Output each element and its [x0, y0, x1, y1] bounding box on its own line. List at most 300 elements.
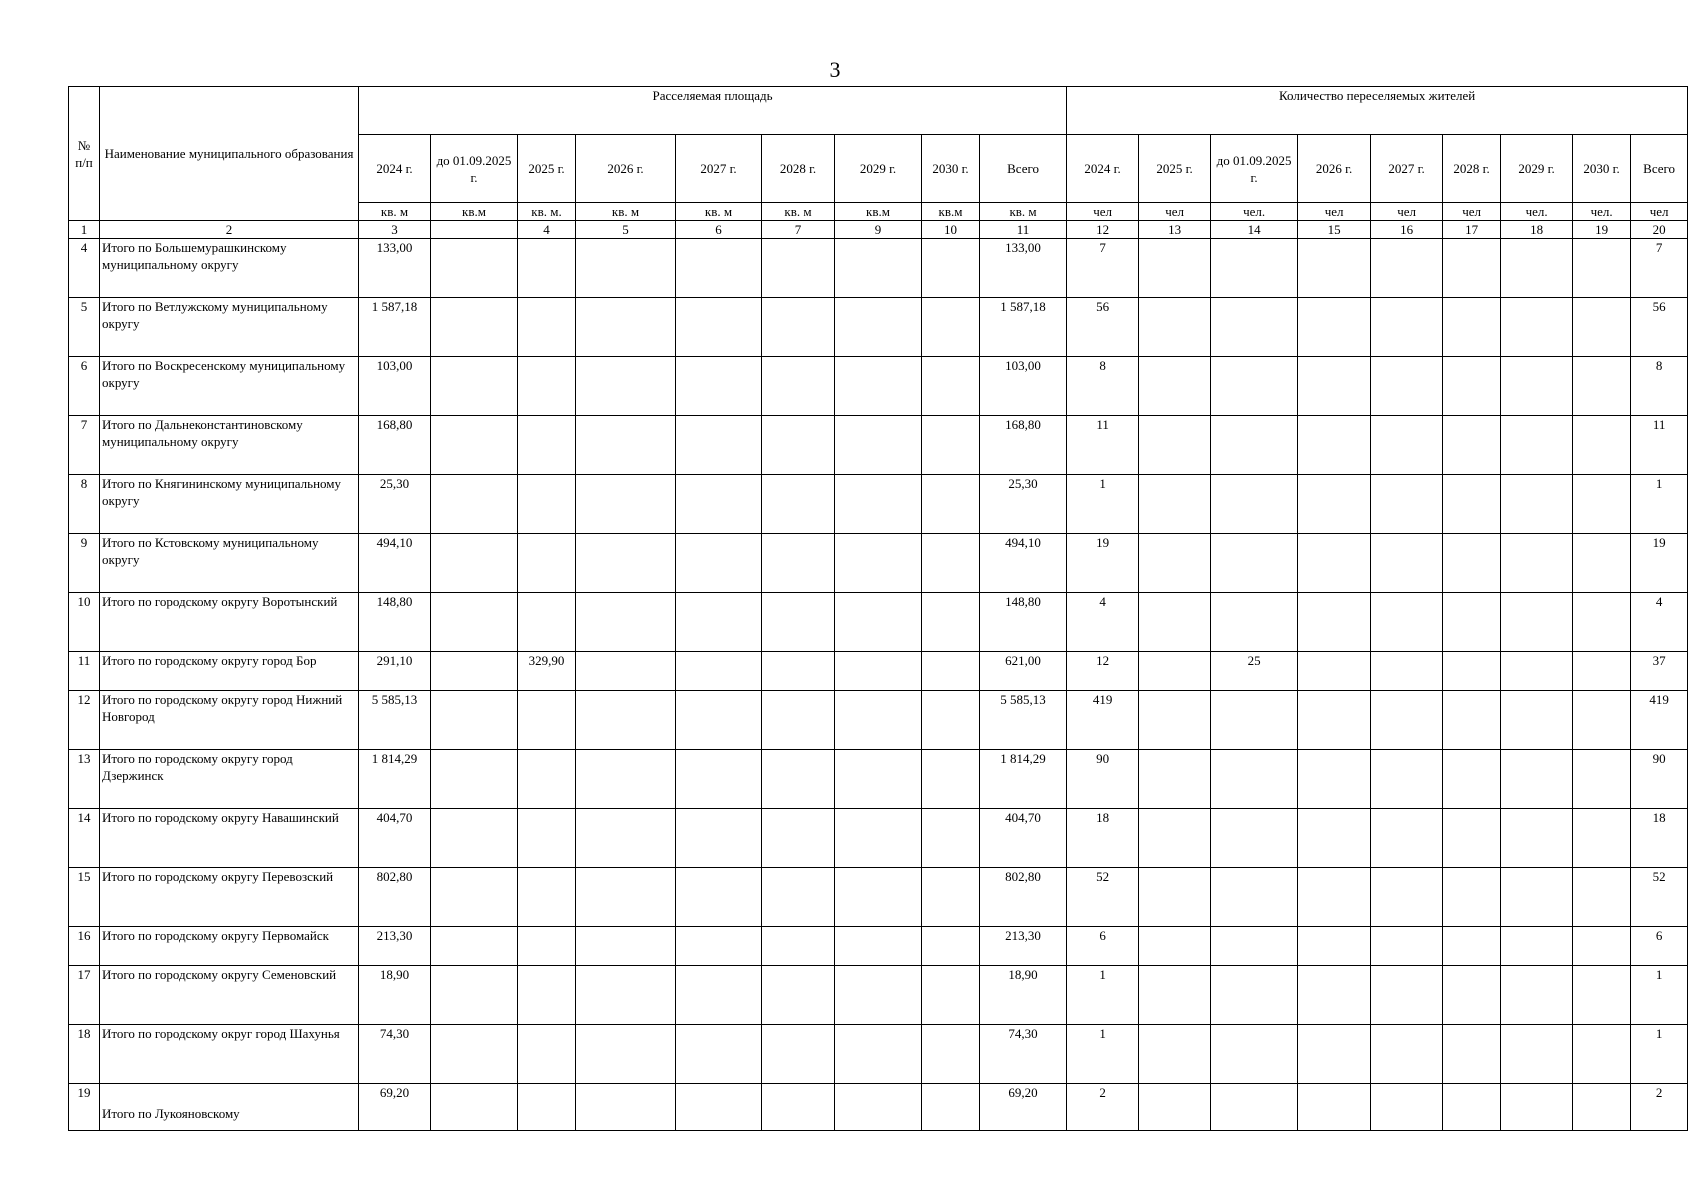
row-number: 7: [69, 416, 100, 475]
area-2028: [762, 652, 835, 691]
area-2029: [835, 966, 922, 1025]
people-2030: [1573, 750, 1631, 809]
people-2025: [1139, 868, 1211, 927]
people-2027: [1371, 357, 1443, 416]
people-2027: [1371, 691, 1443, 750]
people-2030: [1573, 652, 1631, 691]
area-total: 1 814,29: [980, 750, 1067, 809]
area-year-header: 2028 г.: [762, 135, 835, 203]
people-2027: [1371, 1025, 1443, 1084]
people-2026: [1298, 239, 1371, 298]
area-2026: [576, 593, 676, 652]
people-year-header: 2024 г.: [1067, 135, 1139, 203]
area-2028: [762, 809, 835, 868]
people-before-2025-09: [1211, 239, 1298, 298]
area-unit-label: кв. м.: [518, 203, 576, 221]
people-2026: [1298, 357, 1371, 416]
area-before-2025-09: [431, 927, 518, 966]
area-2024: 25,30: [359, 475, 431, 534]
area-2026: [576, 239, 676, 298]
people-2024: 18: [1067, 809, 1139, 868]
area-2026: [576, 357, 676, 416]
area-2027: [676, 691, 762, 750]
people-before-2025-09: [1211, 1025, 1298, 1084]
people-2024: 56: [1067, 298, 1139, 357]
municipality-name: Итого по городскому округу Воротынский: [100, 593, 359, 652]
area-2030: [922, 691, 980, 750]
area-2030: [922, 534, 980, 593]
area-total: 1 587,18: [980, 298, 1067, 357]
people-2026: [1298, 534, 1371, 593]
area-before-2025-09: [431, 652, 518, 691]
people-2029: [1501, 750, 1573, 809]
people-2027: [1371, 475, 1443, 534]
page-number: 3: [829, 57, 841, 82]
people-year-header: 2025 г.: [1139, 135, 1211, 203]
row-number: 18: [69, 1025, 100, 1084]
people-2024: 52: [1067, 868, 1139, 927]
area-2026: [576, 966, 676, 1025]
people-2025: [1139, 750, 1211, 809]
people-2028: [1443, 750, 1501, 809]
people-2025: [1139, 1084, 1211, 1131]
people-2028: [1443, 1084, 1501, 1131]
group-header-people: Количество переселяемых жителей: [1067, 87, 1688, 135]
municipality-name: Итого по Кстовскому муниципальному округу: [100, 534, 359, 593]
area-before-2025-09: [431, 1084, 518, 1131]
people-total: 419: [1631, 691, 1688, 750]
people-total: 56: [1631, 298, 1688, 357]
people-unit-label: чел.: [1211, 203, 1298, 221]
people-before-2025-09: [1211, 416, 1298, 475]
municipality-name: Итого по Дальнеконстантиновскому муниципальному округу: [100, 416, 359, 475]
area-2029: [835, 534, 922, 593]
people-2030: [1573, 691, 1631, 750]
column-number: 12: [1067, 221, 1139, 239]
table-row: [69, 927, 1688, 966]
area-2030: [922, 1025, 980, 1084]
area-total: 148,80: [980, 593, 1067, 652]
area-2025: [518, 927, 576, 966]
people-unit-label: чел: [1067, 203, 1139, 221]
table-body: [69, 239, 1688, 1131]
people-2028: [1443, 1025, 1501, 1084]
row-number: 5: [69, 298, 100, 357]
people-before-2025-09: [1211, 298, 1298, 357]
area-2026: [576, 416, 676, 475]
people-2024: 419: [1067, 691, 1139, 750]
table-row: [69, 750, 1688, 809]
area-2027: [676, 534, 762, 593]
people-2026: [1298, 1084, 1371, 1131]
table-row: [69, 1025, 1688, 1084]
row-number: 11: [69, 652, 100, 691]
row-number: 8: [69, 475, 100, 534]
area-2025: [518, 298, 576, 357]
people-2025: [1139, 475, 1211, 534]
area-2027: [676, 298, 762, 357]
area-2030: [922, 298, 980, 357]
area-total: 133,00: [980, 239, 1067, 298]
people-year-header: 2029 г.: [1501, 135, 1573, 203]
people-2028: [1443, 475, 1501, 534]
area-2029: [835, 298, 922, 357]
row-number: 19: [69, 1084, 100, 1131]
people-total: 11: [1631, 416, 1688, 475]
area-2030: [922, 1084, 980, 1131]
area-2028: [762, 534, 835, 593]
area-2027: [676, 809, 762, 868]
people-2030: [1573, 357, 1631, 416]
area-2025: [518, 691, 576, 750]
area-2028: [762, 1025, 835, 1084]
people-2029: [1501, 868, 1573, 927]
row-number: 10: [69, 593, 100, 652]
people-total: 4: [1631, 593, 1688, 652]
people-2025: [1139, 298, 1211, 357]
area-2028: [762, 927, 835, 966]
area-2030: [922, 868, 980, 927]
municipality-name: Итого по Княгининскому муниципальному округу: [100, 475, 359, 534]
people-2024: 1: [1067, 966, 1139, 1025]
area-year-header: 2029 г.: [835, 135, 922, 203]
table-row: [69, 416, 1688, 475]
column-number: 9: [835, 221, 922, 239]
people-2029: [1501, 966, 1573, 1025]
area-year-header: 2030 г.: [922, 135, 980, 203]
area-2026: [576, 809, 676, 868]
people-2028: [1443, 927, 1501, 966]
area-2025: [518, 1025, 576, 1084]
area-2025: [518, 475, 576, 534]
people-total: 8: [1631, 357, 1688, 416]
area-2026: [576, 750, 676, 809]
table-row: [69, 534, 1688, 593]
people-2028: [1443, 652, 1501, 691]
area-2024: 802,80: [359, 868, 431, 927]
people-2025: [1139, 239, 1211, 298]
area-year-header: 2024 г.: [359, 135, 431, 203]
people-2025: [1139, 691, 1211, 750]
people-2028: [1443, 239, 1501, 298]
people-before-2025-09: [1211, 966, 1298, 1025]
area-2030: [922, 475, 980, 534]
column-number: 4: [518, 221, 576, 239]
people-unit-label: чел: [1298, 203, 1371, 221]
area-2025: [518, 239, 576, 298]
row-number: 12: [69, 691, 100, 750]
area-2028: [762, 298, 835, 357]
area-2024: 18,90: [359, 966, 431, 1025]
area-2029: [835, 750, 922, 809]
row-number: 14: [69, 809, 100, 868]
people-2028: [1443, 966, 1501, 1025]
table-row: [69, 593, 1688, 652]
column-number: 6: [676, 221, 762, 239]
area-2024: 404,70: [359, 809, 431, 868]
people-2027: [1371, 239, 1443, 298]
area-2025: [518, 593, 576, 652]
people-2029: [1501, 691, 1573, 750]
people-2024: 19: [1067, 534, 1139, 593]
people-2030: [1573, 534, 1631, 593]
area-total: 213,30: [980, 927, 1067, 966]
area-before-2025-09: [431, 809, 518, 868]
column-number: 7: [762, 221, 835, 239]
area-unit-label: кв. м: [980, 203, 1067, 221]
people-unit-label: чел: [1139, 203, 1211, 221]
people-before-2025-09: [1211, 691, 1298, 750]
row-number: 15: [69, 868, 100, 927]
people-total: 19: [1631, 534, 1688, 593]
people-total: 6: [1631, 927, 1688, 966]
people-2025: [1139, 416, 1211, 475]
area-2025: [518, 750, 576, 809]
area-2029: [835, 652, 922, 691]
people-2027: [1371, 416, 1443, 475]
area-total: 5 585,13: [980, 691, 1067, 750]
area-2029: [835, 239, 922, 298]
area-2029: [835, 593, 922, 652]
people-2024: 4: [1067, 593, 1139, 652]
area-2025: [518, 416, 576, 475]
area-unit-label: кв. м: [762, 203, 835, 221]
people-2030: [1573, 1084, 1631, 1131]
people-total: 52: [1631, 868, 1688, 927]
people-2030: [1573, 966, 1631, 1025]
table-row: [69, 357, 1688, 416]
column-number: 5: [576, 221, 676, 239]
area-total: 621,00: [980, 652, 1067, 691]
people-2030: [1573, 239, 1631, 298]
area-2030: [922, 809, 980, 868]
area-2029: [835, 927, 922, 966]
area-2025: [518, 357, 576, 416]
people-2030: [1573, 1025, 1631, 1084]
table-row: [69, 239, 1688, 298]
people-before-2025-09: [1211, 868, 1298, 927]
column-number: 17: [1443, 221, 1501, 239]
area-2028: [762, 475, 835, 534]
people-2029: [1501, 652, 1573, 691]
area-2025: [518, 534, 576, 593]
area-before-2025-09: [431, 750, 518, 809]
area-2026: [576, 1025, 676, 1084]
people-year-header: 2026 г.: [1298, 135, 1371, 203]
people-2029: [1501, 239, 1573, 298]
area-year-header: до 01.09.2025 г.: [431, 135, 518, 203]
people-2028: [1443, 534, 1501, 593]
area-total: 168,80: [980, 416, 1067, 475]
people-before-2025-09: [1211, 809, 1298, 868]
area-year-header: 2027 г.: [676, 135, 762, 203]
people-year-header: 2030 г.: [1573, 135, 1631, 203]
area-2027: [676, 475, 762, 534]
people-2024: 90: [1067, 750, 1139, 809]
people-total: 18: [1631, 809, 1688, 868]
people-unit-label: чел: [1371, 203, 1443, 221]
column-number: [431, 221, 518, 239]
area-2027: [676, 357, 762, 416]
people-2024: 1: [1067, 475, 1139, 534]
people-unit-label: чел: [1631, 203, 1688, 221]
municipality-name: Итого по Лукояновскому: [100, 1084, 359, 1131]
area-2028: [762, 750, 835, 809]
row-number: 13: [69, 750, 100, 809]
people-year-header: 2027 г.: [1371, 135, 1443, 203]
people-2024: 6: [1067, 927, 1139, 966]
area-unit-label: кв.м: [431, 203, 518, 221]
area-2024: 103,00: [359, 357, 431, 416]
area-2026: [576, 927, 676, 966]
municipality-name: Итого по городскому округу город Дзержинск: [100, 750, 359, 809]
municipality-name: Итого по городскому округу Первомайск: [100, 927, 359, 966]
area-2028: [762, 1084, 835, 1131]
area-total: 18,90: [980, 966, 1067, 1025]
people-2028: [1443, 593, 1501, 652]
column-number: 19: [1573, 221, 1631, 239]
people-2025: [1139, 593, 1211, 652]
area-total: 74,30: [980, 1025, 1067, 1084]
area-2027: [676, 966, 762, 1025]
municipality-name: Итого по городскому округу город Нижний Новгород: [100, 691, 359, 750]
people-2028: [1443, 691, 1501, 750]
column-number: 16: [1371, 221, 1443, 239]
area-total: 802,80: [980, 868, 1067, 927]
people-before-2025-09: [1211, 357, 1298, 416]
area-year-header: Всего: [980, 135, 1067, 203]
area-2024: 1 587,18: [359, 298, 431, 357]
area-2028: [762, 239, 835, 298]
people-2026: [1298, 1025, 1371, 1084]
area-before-2025-09: [431, 966, 518, 1025]
municipality-name: Итого по Ветлужскому муниципальному округу: [100, 298, 359, 357]
people-2028: [1443, 416, 1501, 475]
table-row: [69, 868, 1688, 927]
area-2026: [576, 475, 676, 534]
area-2024: 291,10: [359, 652, 431, 691]
people-2030: [1573, 298, 1631, 357]
people-2025: [1139, 1025, 1211, 1084]
area-2024: 213,30: [359, 927, 431, 966]
people-2029: [1501, 1084, 1573, 1131]
people-2025: [1139, 809, 1211, 868]
area-2027: [676, 927, 762, 966]
area-2027: [676, 1084, 762, 1131]
col-header-number: № п/п: [69, 87, 100, 221]
area-2029: [835, 868, 922, 927]
people-2030: [1573, 475, 1631, 534]
area-before-2025-09: [431, 298, 518, 357]
people-2026: [1298, 416, 1371, 475]
area-2026: [576, 298, 676, 357]
area-unit-label: кв. м: [676, 203, 762, 221]
area-before-2025-09: [431, 534, 518, 593]
people-2026: [1298, 298, 1371, 357]
people-2029: [1501, 475, 1573, 534]
table-row: [69, 966, 1688, 1025]
people-2026: [1298, 652, 1371, 691]
people-before-2025-09: 25: [1211, 652, 1298, 691]
area-2030: [922, 750, 980, 809]
people-2029: [1501, 298, 1573, 357]
people-before-2025-09: [1211, 750, 1298, 809]
people-2028: [1443, 298, 1501, 357]
area-total: 25,30: [980, 475, 1067, 534]
people-before-2025-09: [1211, 534, 1298, 593]
people-total: 37: [1631, 652, 1688, 691]
area-before-2025-09: [431, 868, 518, 927]
people-2028: [1443, 868, 1501, 927]
area-2024: 74,30: [359, 1025, 431, 1084]
area-before-2025-09: [431, 593, 518, 652]
resettlement-table: [68, 86, 1688, 1131]
area-2029: [835, 1084, 922, 1131]
area-2030: [922, 239, 980, 298]
municipality-name: Итого по городскому округу Перевозский: [100, 868, 359, 927]
people-before-2025-09: [1211, 475, 1298, 534]
people-before-2025-09: [1211, 593, 1298, 652]
area-2025: [518, 868, 576, 927]
area-unit-label: кв. м: [359, 203, 431, 221]
people-2027: [1371, 750, 1443, 809]
people-2029: [1501, 1025, 1573, 1084]
area-2029: [835, 809, 922, 868]
people-total: 7: [1631, 239, 1688, 298]
people-2029: [1501, 809, 1573, 868]
area-2029: [835, 1025, 922, 1084]
row-number: 16: [69, 927, 100, 966]
people-2027: [1371, 298, 1443, 357]
people-2025: [1139, 927, 1211, 966]
people-2030: [1573, 868, 1631, 927]
people-before-2025-09: [1211, 1084, 1298, 1131]
column-number: 15: [1298, 221, 1371, 239]
municipality-name: Итого по Большемурашкинскому муниципальному округу: [100, 239, 359, 298]
column-number: 20: [1631, 221, 1688, 239]
people-total: 1: [1631, 1025, 1688, 1084]
area-2026: [576, 691, 676, 750]
area-2027: [676, 593, 762, 652]
area-2027: [676, 416, 762, 475]
people-2029: [1501, 357, 1573, 416]
area-2026: [576, 534, 676, 593]
area-2024: 5 585,13: [359, 691, 431, 750]
area-2029: [835, 357, 922, 416]
area-before-2025-09: [431, 1025, 518, 1084]
area-2028: [762, 416, 835, 475]
people-2029: [1501, 927, 1573, 966]
table-row: [69, 1084, 1688, 1131]
people-2028: [1443, 357, 1501, 416]
column-number: 18: [1501, 221, 1573, 239]
people-2024: 1: [1067, 1025, 1139, 1084]
area-2024: 133,00: [359, 239, 431, 298]
people-2027: [1371, 534, 1443, 593]
people-total: 1: [1631, 966, 1688, 1025]
people-2027: [1371, 652, 1443, 691]
people-2027: [1371, 966, 1443, 1025]
people-2027: [1371, 927, 1443, 966]
area-unit-label: кв. м: [576, 203, 676, 221]
area-before-2025-09: [431, 357, 518, 416]
column-number: 13: [1139, 221, 1211, 239]
area-2027: [676, 750, 762, 809]
area-2029: [835, 691, 922, 750]
people-2024: 2: [1067, 1084, 1139, 1131]
people-before-2025-09: [1211, 927, 1298, 966]
column-number: 2: [100, 221, 359, 239]
